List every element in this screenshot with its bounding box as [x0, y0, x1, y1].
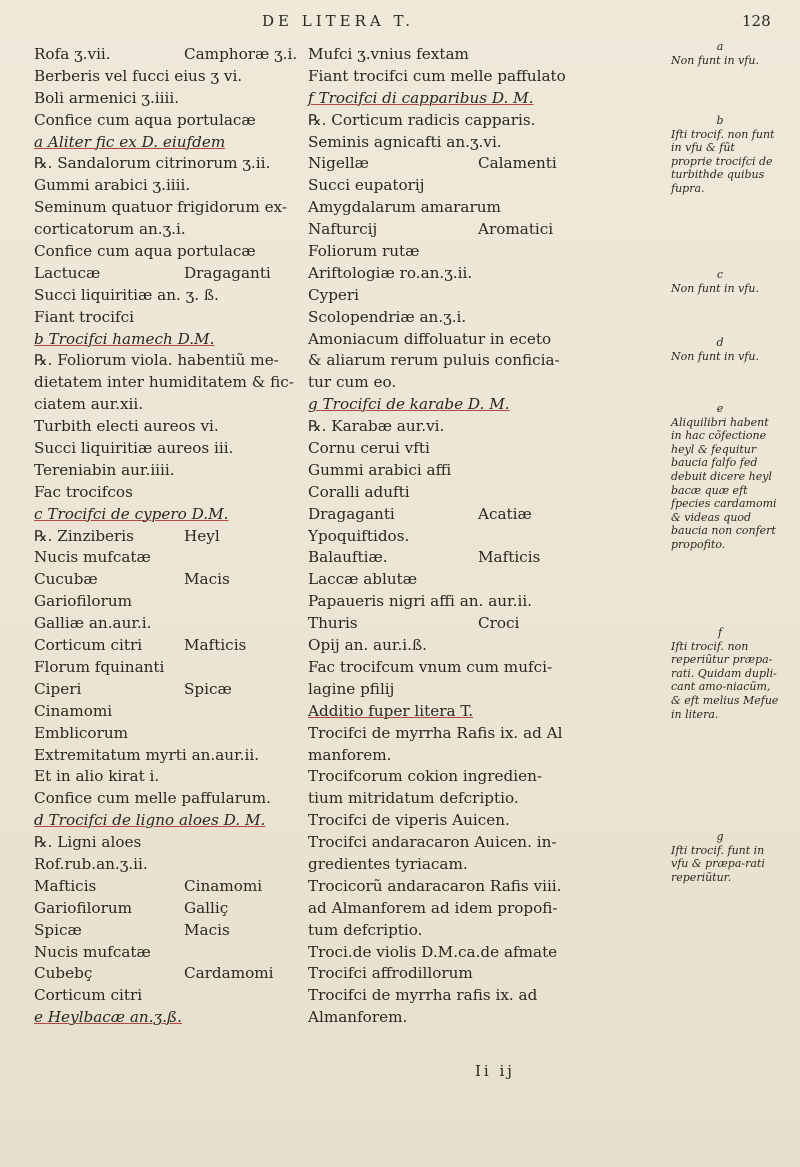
text-line-second: Aromatici — [478, 220, 554, 239]
text-line — [308, 788, 658, 810]
text-line — [308, 394, 658, 416]
text-line — [34, 219, 326, 241]
text-line — [34, 372, 326, 394]
text-line — [308, 350, 658, 372]
text-line-main: Seminum quatuor frigidorum ex- — [34, 198, 287, 217]
text-line-main: Extremitatum myrti an.aur.ii. — [34, 745, 260, 764]
text-line — [308, 110, 658, 132]
text-line — [34, 569, 326, 591]
text-line — [34, 832, 326, 854]
text-line-main: manforem. — [308, 745, 392, 764]
text-line — [34, 263, 326, 285]
text-line — [34, 110, 326, 132]
text-line — [34, 438, 326, 460]
text-line-main: Ariftologiæ ro.an.ʒ.ii. — [308, 263, 473, 282]
text-line — [34, 88, 326, 110]
text-line-main: tum defcriptio. — [308, 920, 423, 939]
text-line-main: Fiant trocifci cum melle paffulato — [308, 66, 566, 85]
middle-column — [308, 44, 658, 1029]
margin-note-letter: e — [716, 402, 724, 415]
margin-note — [661, 40, 779, 67]
text-line-second: Galliç — [184, 898, 229, 917]
text-line-main: Additio fuper litera T. — [308, 701, 474, 720]
margin-note-text: Ifti trocif. non reperiũtur præpa-rati. Quidam dupli-cant amo-niacũm, & eft melius Mefue in litera. — [671, 639, 779, 721]
text-line — [34, 285, 326, 307]
text-line — [308, 745, 658, 767]
text-line — [34, 44, 326, 66]
text-line-main: ℞. Foliorum viola. habentiũ me- — [34, 351, 279, 370]
text-line — [308, 591, 658, 613]
text-line-main: Cornu cerui vfti — [308, 439, 430, 458]
text-line-main: Trocifci de viperis Auicen. — [308, 811, 510, 830]
text-line — [34, 920, 326, 942]
text-line — [308, 810, 658, 832]
text-line-main: Trocifci de myrrha rafis ix. ad — [308, 986, 538, 1005]
text-line-main: Succi liquiritiæ an. ʒ. ß. — [34, 285, 219, 304]
text-line-main: corticatorum an.ʒ.i. — [34, 220, 186, 239]
text-line — [34, 66, 326, 88]
text-line — [308, 832, 658, 854]
text-line — [34, 657, 326, 679]
text-line — [308, 504, 658, 526]
text-line — [34, 416, 326, 438]
text-line-main: Berberis vel fucci eius ʒ vi. — [34, 66, 243, 85]
text-line-main: ℞. Karabæ aur.vi. — [308, 417, 445, 436]
text-line-main: Foliorum rutæ — [308, 242, 420, 261]
signature-mark: Ii ij — [475, 1062, 515, 1080]
text-line — [34, 876, 326, 898]
text-line-main: Et in alio kirat i. — [34, 767, 160, 786]
text-line-main: Lactucæ — [34, 263, 101, 282]
text-line — [308, 1007, 658, 1029]
text-line-main: ℞. Ligni aloes — [34, 833, 142, 852]
text-line-second: Cardamomi — [184, 964, 274, 983]
text-line — [34, 329, 326, 351]
text-line-main: e Heylbacæ an.ʒ.ß. — [34, 1008, 182, 1027]
margin-note-letter: a — [716, 40, 724, 53]
text-line-main: a Aliter fic ex D. eiufdem — [34, 132, 226, 151]
text-line-main: Nafturcij — [308, 220, 378, 239]
text-line — [34, 591, 326, 613]
text-line-main: Florum fquinanti — [34, 657, 165, 676]
text-line-main: Nucis mufcatæ — [34, 548, 151, 567]
text-line — [308, 526, 658, 548]
text-line — [34, 350, 326, 372]
text-line — [308, 701, 658, 723]
text-line-second: Macis — [184, 920, 230, 939]
text-line-main: Rofa ʒ.vii. — [34, 45, 111, 63]
text-line — [34, 460, 326, 482]
text-line — [308, 679, 658, 701]
text-line-main: Nigellæ — [308, 154, 369, 173]
text-line-main: Rof.rub.an.ʒ.ii. — [34, 854, 148, 873]
text-line-main: Trocifci affrodillorum — [308, 964, 473, 983]
text-line — [308, 307, 658, 329]
text-line-main: Ypoquiftidos. — [308, 526, 410, 545]
text-line-main: Confice cum aqua portulacæ — [34, 242, 256, 261]
text-line — [308, 197, 658, 219]
text-line-second: Heyl — [184, 526, 220, 545]
margin-note-text: Aliquilibri habent in hac cõfectione heyl & fequitur baucia falfo fed debuit dicere heyl bacæ quæ eft fpecies cardamomi & videas quod baucia non confert propofito. — [671, 415, 777, 551]
text-line — [308, 963, 658, 985]
text-line — [308, 153, 658, 175]
margin-note-letter: c — [716, 268, 724, 281]
text-line — [34, 504, 326, 526]
text-line-main: Corticum citri — [34, 636, 143, 655]
text-line — [34, 810, 326, 832]
text-line-main: Mafticis — [34, 876, 97, 895]
text-line-main: Mufci ʒ.vnius fextam — [308, 45, 469, 63]
text-line — [34, 526, 326, 548]
text-line — [308, 898, 658, 920]
text-line — [308, 854, 658, 876]
text-line — [34, 942, 326, 964]
text-line-second: Spicæ — [184, 679, 232, 698]
text-line-main: ciatem aur.xii. — [34, 395, 144, 414]
text-line-main: Dragaganti — [308, 504, 395, 523]
text-line — [308, 241, 658, 263]
text-line-main: Cucubæ — [34, 570, 98, 589]
text-line — [34, 307, 326, 329]
text-line-main: dietatem inter humiditatem & fic- — [34, 373, 294, 392]
text-line-main: ℞. Sandalorum citrinorum ʒ.ii. — [34, 154, 271, 173]
text-line — [308, 263, 658, 285]
text-line-main: Balauftiæ. — [308, 548, 388, 567]
text-line-main: Nucis mufcatæ — [34, 942, 151, 961]
text-line-second: Calamenti — [478, 154, 557, 173]
text-line — [34, 547, 326, 569]
text-line-main: Trocifcorum cokion ingredien- — [308, 767, 542, 786]
text-line-main: Turbith electi aureos vi. — [34, 417, 219, 436]
text-line-main: Laccæ ablutæ — [308, 570, 418, 589]
text-line — [34, 898, 326, 920]
text-line — [34, 745, 326, 767]
text-line-main: lagine pfilij — [308, 679, 395, 698]
text-line — [34, 132, 326, 154]
text-line — [34, 701, 326, 723]
margin-note — [661, 336, 779, 363]
text-line-second: Mafticis — [184, 636, 247, 655]
text-line-main: Amoniacum diffoluatur in eceto — [308, 329, 552, 348]
margin-note — [661, 268, 779, 295]
text-line-main: Gariofilorum — [34, 592, 133, 611]
text-line-second: Acatiæ — [478, 504, 532, 523]
text-line — [308, 285, 658, 307]
text-line — [308, 569, 658, 591]
text-line-main: Opij an. aur.i.ß. — [308, 636, 427, 655]
left-column — [34, 44, 326, 1029]
text-line-main: Cyperi — [308, 285, 360, 304]
text-line-main: Fiant trocifci — [34, 307, 135, 326]
text-line-second: Croci — [478, 614, 520, 633]
text-line — [34, 482, 326, 504]
text-line-main: Trocifci andaracaron Auicen. in- — [308, 833, 557, 852]
text-line — [308, 44, 658, 66]
text-line — [34, 394, 326, 416]
text-line-main: Tereniabin aur.iiii. — [34, 460, 175, 479]
text-line — [34, 963, 326, 985]
text-line-main: Thuris — [308, 614, 358, 633]
margin-note — [661, 114, 779, 196]
text-line — [34, 197, 326, 219]
text-line-main: Boli armenici ʒ.iiii. — [34, 88, 180, 107]
text-line — [308, 766, 658, 788]
text-line — [308, 219, 658, 241]
text-line — [308, 329, 658, 351]
text-line — [34, 766, 326, 788]
text-line — [308, 372, 658, 394]
text-line — [308, 657, 658, 679]
text-line-main: Succi eupatorij — [308, 176, 425, 195]
text-line-second: Macis — [184, 570, 230, 589]
text-line — [34, 613, 326, 635]
text-line-main: Almanforem. — [308, 1008, 408, 1027]
margin-note-letter: f — [717, 626, 723, 639]
text-line-main: Emblicorum — [34, 723, 129, 742]
text-line-main: b Trocifci hamech D.M. — [34, 329, 215, 348]
text-line — [34, 635, 326, 657]
text-line-main: Cubebç — [34, 964, 93, 983]
text-line-main: Corticum citri — [34, 986, 143, 1005]
text-line — [308, 88, 658, 110]
text-line-main: Gariofilorum — [34, 898, 133, 917]
margin-note-text: Non funt in vfu. — [671, 281, 759, 295]
text-line-main: Galliæ an.aur.i. — [34, 614, 152, 633]
text-line-main: Gummi arabici affi — [308, 460, 452, 479]
text-line-main: ad Almanforem ad idem propofi- — [308, 898, 558, 917]
text-line — [308, 920, 658, 942]
text-line — [308, 66, 658, 88]
text-line-main: g Trocifci de karabe D. M. — [308, 395, 510, 414]
margin-note — [661, 402, 779, 552]
text-line-main: Seminis agnicafti an.ʒ.vi. — [308, 132, 502, 151]
margin-note-text: Non funt in vfu. — [671, 53, 759, 67]
text-line-main: c Trocifci de cypero D.M. — [34, 504, 229, 523]
text-line-main: Fac trocifcos — [34, 482, 133, 501]
margin-note-letter: d — [716, 336, 724, 349]
text-line-main: ℞. Zinziberis — [34, 526, 134, 545]
text-line — [308, 482, 658, 504]
text-line — [308, 985, 658, 1007]
margin-note-text: Ifti trocif. non funt in vfu & fũt proprie trocifci de turbithde quibus fupra. — [671, 127, 775, 195]
text-line-main: Succi liquiritiæ aureos iii. — [34, 439, 234, 458]
text-line — [34, 175, 326, 197]
page-number: 128 — [742, 12, 771, 30]
text-line-main: Amygdalarum amararum — [308, 198, 501, 217]
text-line — [308, 613, 658, 635]
text-line — [308, 635, 658, 657]
text-line-main: Scolopendriæ an.ʒ.i. — [308, 307, 467, 326]
margin-note-text: Non funt in vfu. — [671, 349, 759, 363]
text-line — [34, 854, 326, 876]
text-line — [34, 153, 326, 175]
text-line-main: Troci.de violis D.M.ca.de afmate — [308, 942, 558, 961]
text-line-second: Dragaganti — [184, 263, 271, 282]
text-line — [34, 985, 326, 1007]
text-line-main: tur cum eo. — [308, 373, 397, 392]
text-line — [308, 876, 658, 898]
running-title: DE LITERA T. — [262, 12, 415, 30]
text-line-main: ℞. Corticum radicis capparis. — [308, 110, 536, 129]
text-line — [34, 723, 326, 745]
text-line-main: d Trocifci de ligno aloes D. M. — [34, 811, 266, 830]
text-line-main: Gummi arabici ʒ.iiii. — [34, 176, 191, 195]
text-line-main: f Trocifci di capparibus D. M. — [308, 88, 534, 107]
margin-note-text: Ifti trocif. funt in vfu & præpa-rati reperiũtur. — [671, 843, 765, 884]
text-line — [34, 788, 326, 810]
text-line — [308, 547, 658, 569]
text-line — [308, 175, 658, 197]
margin-note — [661, 626, 779, 721]
text-line-main: Confice cum aqua portulacæ — [34, 110, 256, 129]
text-line — [308, 438, 658, 460]
text-line — [34, 679, 326, 701]
text-line-main: tium mitridatum defcriptio. — [308, 789, 519, 808]
text-line — [308, 723, 658, 745]
text-line — [308, 416, 658, 438]
text-line — [308, 132, 658, 154]
text-line-main: Fac trocifcum vnum cum mufci- — [308, 657, 553, 676]
text-line-main: Trocifci de myrrha Rafis ix. ad Al — [308, 723, 563, 742]
text-line-main: Cinamomi — [34, 701, 113, 720]
text-line-main: Confice cum melle paffularum. — [34, 789, 271, 808]
margin-note-letter: b — [716, 114, 724, 127]
margin-note-letter: g — [716, 830, 724, 843]
text-line-second: Cinamomi — [184, 876, 263, 895]
text-line-main: Papaueris nigri affi an. aur.ii. — [308, 592, 532, 611]
text-line — [34, 241, 326, 263]
text-line-main: Coralli adufti — [308, 482, 410, 501]
text-line-main: & aliarum rerum puluis conficia- — [308, 351, 560, 370]
text-line-main: Trocicorũ andaracaron Rafis viii. — [308, 876, 562, 895]
text-line — [34, 1007, 326, 1029]
text-line-second: Mafticis — [478, 548, 541, 567]
text-line-main: Spicæ — [34, 920, 82, 939]
text-line-main: gredientes tyriacam. — [308, 854, 468, 873]
running-head — [0, 6, 800, 32]
margin-note — [661, 830, 779, 884]
text-line — [308, 942, 658, 964]
text-line-second: Camphoræ ʒ.i. — [184, 45, 298, 63]
text-line — [308, 460, 658, 482]
text-line-main: Ciperi — [34, 679, 82, 698]
